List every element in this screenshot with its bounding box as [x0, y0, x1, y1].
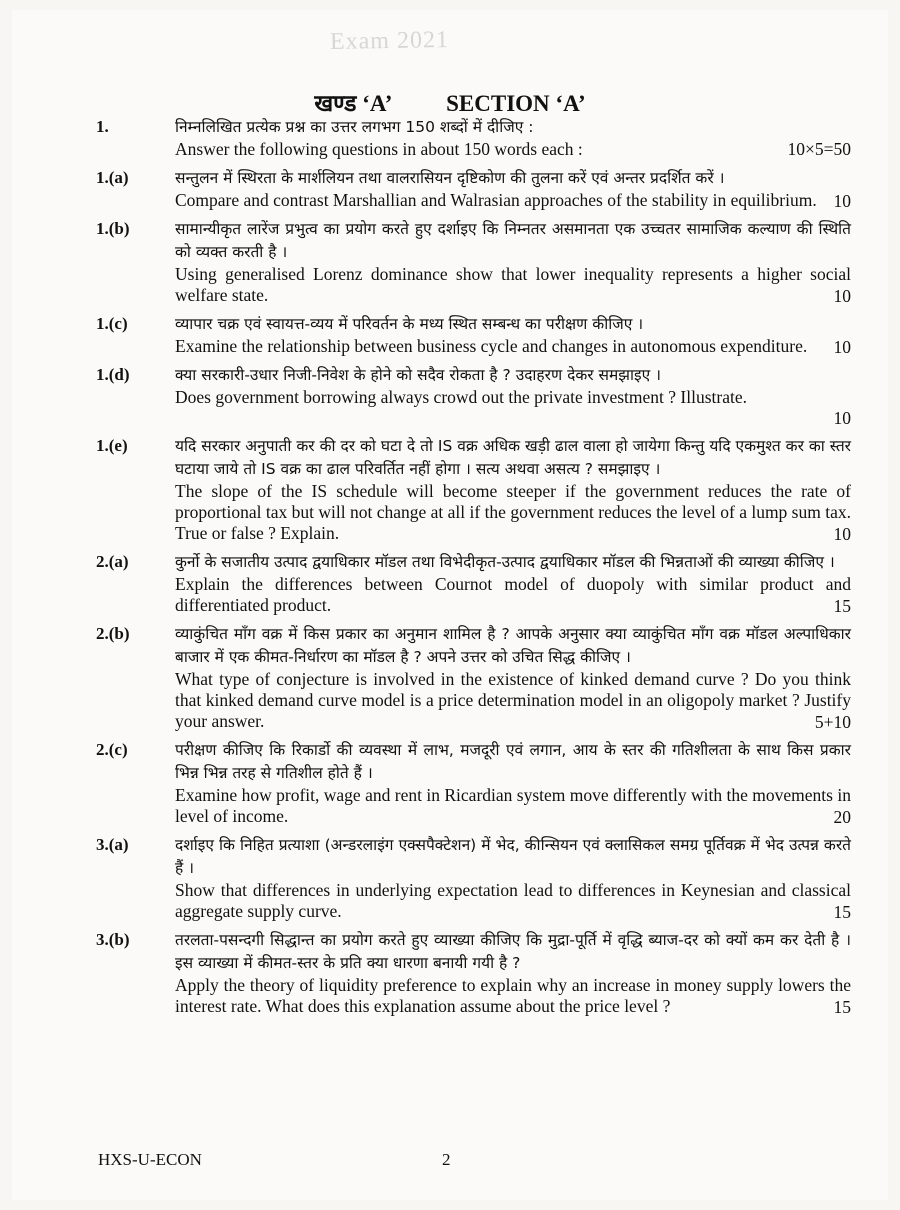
question-text-english: Show that differences in underlying expectation lead to differences in Keynesian and classical aggregate supply curve. [175, 880, 851, 921]
question-marks: 20 [833, 807, 851, 827]
question-marks: 10 [833, 286, 851, 306]
question-text-hindi: निम्नलिखित प्रत्येक प्रश्न का उत्तर लगभग 150 शब्दों में दीजिए : [175, 118, 534, 136]
page-number: 2 [442, 1150, 451, 1169]
question-1a [0, 167, 900, 211]
paper-code: HXS-U-ECON [98, 1150, 202, 1169]
question-text-english: Examine how profit, wage and rent in Ricardian system move differently with the movements in level of income. [175, 785, 851, 826]
question-text-english: Answer the following questions in about 150 words each : [175, 139, 583, 159]
question-marks: 10×5=50 [787, 139, 851, 159]
section-title-hindi: खण्ड ‘A’ [314, 91, 393, 116]
section-title-english: SECTION ‘A’ [446, 91, 586, 116]
question-number: 1.(e) [96, 436, 128, 455]
question-marks: 10 [833, 191, 851, 211]
question-text-english: Explain the differences between Cournot model of duopoly with similar product and differentiated product. [175, 574, 851, 615]
question-text-hindi: व्याकुंचित माँग वक्र में किस प्रकार का अनुमान शामिल है ? आपके अनुसार क्या व्याकुंचित माँग वक्र मॉडल अल्पाधिकार बाजार में एक कीमत-निर्धारण का मॉडल है ? अपने उत्तर को उचित सिद्ध कीजिए । [175, 625, 851, 666]
question-text-hindi: सन्तुलन में स्थिरता के मार्शलियन तथा वालरासियन दृष्टिकोण की तुलना करें एवं अन्तर प्रदर्शित करें । [175, 169, 725, 187]
question-marks: 10 [833, 524, 851, 544]
question-number: 1. [96, 117, 109, 136]
question-number: 1.(a) [96, 168, 129, 187]
question-number: 1.(c) [96, 314, 128, 333]
question-number: 1.(b) [96, 219, 130, 238]
question-marks: 10 [833, 408, 851, 428]
question-1c [0, 313, 900, 357]
question-text-hindi: यदि सरकार अनुपाती कर की दर को घटा दे तो IS वक्र अधिक खड़ी ढाल वाला हो जायेगा किन्तु यदि एकमुश्त कर का स्तर घटाया जाये तो IS वक्र का ढाल परिवर्तित नहीं होगा । सत्य अथवा असत्य ? समझाइए । [175, 437, 851, 478]
question-marks: 15 [833, 596, 851, 616]
question-marks: 5+10 [814, 712, 851, 732]
question-number: 2.(c) [96, 740, 128, 759]
question-number: 1.(d) [96, 365, 130, 384]
watermark: Exam 2021 [329, 26, 450, 56]
question-list [0, 116, 900, 1024]
question-text-english: Apply the theory of liquidity preference to explain why an increase in money supply lowers the interest rate. What does this explanation assume about the price level ? [175, 975, 851, 1016]
question-3b [0, 929, 900, 1017]
section-heading [0, 86, 900, 118]
question-number: 3.(a) [96, 835, 129, 854]
question-text-hindi: दर्शाइए कि निहित प्रत्याशा (अन्डरलाइंग एक्सपैक्टेशन) में भेद, कीन्सियन एवं क्लासिकल समग्र पूर्तिवक्र में भेद उत्पन्न करते हैं । [175, 836, 851, 877]
question-text-english: Examine the relationship between business cycle and changes in autonomous expenditure. [175, 336, 808, 356]
question-1d [0, 364, 900, 428]
question-text-english: What type of conjecture is involved in the existence of kinked demand curve ? Do you think that kinked demand curve model is a price determination model in an oligopoly market ? Justify your answer. [175, 669, 851, 731]
question-text-hindi: कुर्नो के सजातीय उत्पाद द्वयाधिकार मॉडल तथा विभेदीकृत-उत्पाद द्वयाधिकार मॉडल की भिन्नताओं की व्याख्या कीजिए । [175, 553, 835, 571]
question-2b [0, 623, 900, 732]
question-text-hindi: परीक्षण कीजिए कि रिकार्डो की व्यवस्था में लाभ, मजदूरी एवं लगान, आय के स्तर की गतिशीलता के साथ किस प्रकार भिन्न भिन्न तरह से गतिशील होते हैं । [175, 741, 851, 782]
question-text-hindi: तरलता-पसन्दगी सिद्धान्त का प्रयोग करते हुए व्याख्या कीजिए कि मुद्रा-पूर्ति में वृद्धि ब्याज-दर को क्यों कम कर देती है । इस व्याख्या में कीमत-स्तर के प्रति क्या धारणा बनायी गयी है ? [175, 931, 851, 972]
question-number: 3.(b) [96, 930, 130, 949]
question-1 [0, 116, 900, 160]
question-marks: 15 [833, 997, 851, 1017]
question-text-english: The slope of the IS schedule will become steeper if the government reduces the rate of proportional tax but will not change at all if the government reduces the level of a lump sum tax. True or false ? Explain. [175, 481, 851, 543]
question-text-hindi: व्यापार चक्र एवं स्वायत्त-व्यय में परिवर्तन के मध्य स्थित सम्बन्ध का परीक्षण कीजिए । [175, 315, 644, 333]
question-text-hindi: क्या सरकारी-उधार निजी-निवेश के होने को सदैव रोकता है ? उदाहरण देकर समझाइए । [175, 366, 662, 384]
question-marks: 10 [833, 337, 851, 357]
question-2c [0, 739, 900, 827]
question-text-english: Compare and contrast Marshallian and Walrasian approaches of the stability in equilibrium. [175, 190, 817, 210]
question-marks: 15 [833, 902, 851, 922]
question-number: 2.(a) [96, 552, 129, 571]
question-2a [0, 551, 900, 616]
question-number: 2.(b) [96, 624, 130, 643]
question-3a [0, 834, 900, 922]
question-text-english: Does government borrowing always crowd out the private investment ? Illustrate. [175, 387, 747, 407]
question-1b [0, 218, 900, 306]
question-text-hindi: सामान्यीकृत लारेंज प्रभुत्व का प्रयोग करते हुए दर्शाइए कि निम्नतर असमानता एक उच्चतर सामाजिक कल्याण की स्थिति को व्यक्त करती है । [175, 220, 851, 261]
question-text-english: Using generalised Lorenz dominance show that lower inequality represents a higher social welfare state. [175, 264, 851, 305]
question-1e [0, 435, 900, 544]
